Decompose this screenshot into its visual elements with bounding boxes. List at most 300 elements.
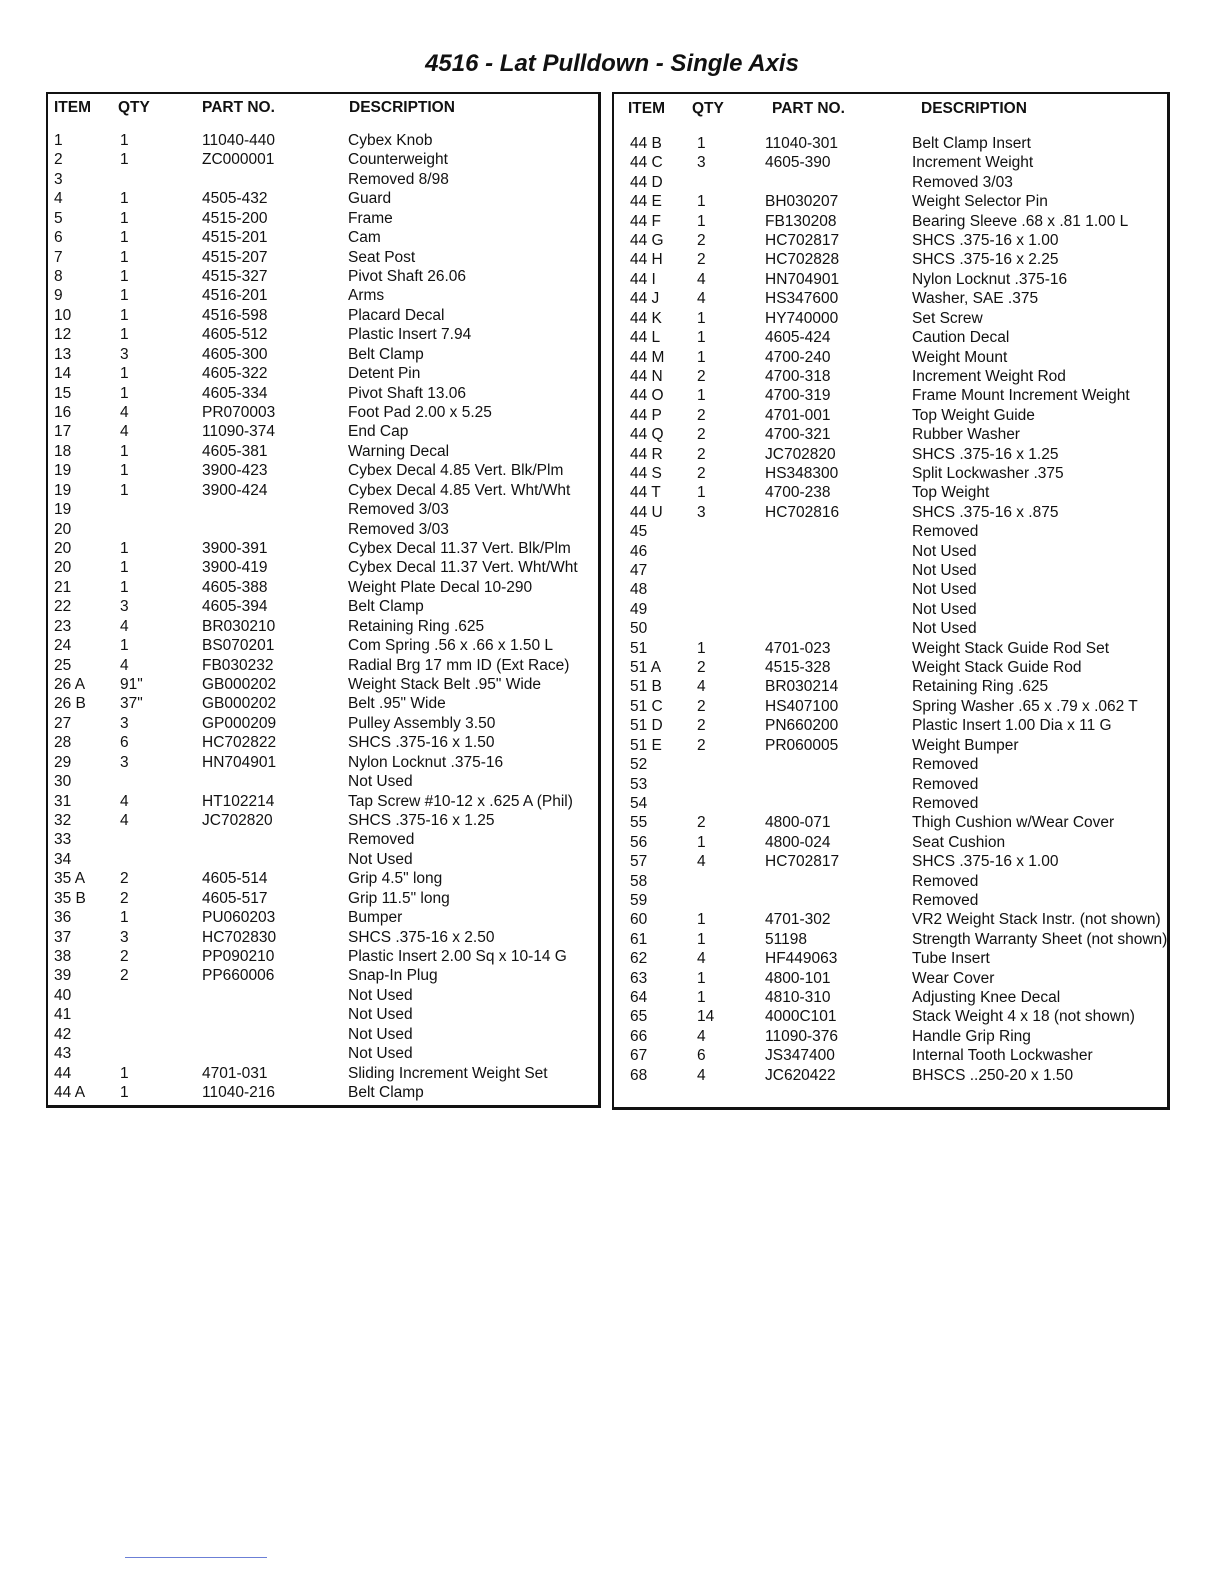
- description: Bumper: [348, 909, 403, 927]
- part-number: HC702817: [765, 232, 840, 250]
- quantity: 6: [120, 734, 129, 752]
- table-row: [614, 852, 1167, 872]
- description: Top Weight: [912, 484, 990, 502]
- part-number: 11040-301: [765, 135, 838, 152]
- table-row: [614, 930, 1167, 950]
- description: Belt Clamp: [348, 345, 424, 363]
- table-row: [614, 231, 1167, 251]
- table-row: [48, 539, 598, 559]
- table-row: [614, 367, 1167, 387]
- description: Pivot Shaft 26.06: [348, 268, 467, 285]
- description: Cybex Decal 11.37 Vert. Wht/Wht: [348, 559, 578, 577]
- item-number: 51 B: [630, 678, 662, 696]
- part-number: ZC000001: [202, 151, 275, 169]
- part-number: 4605-388: [202, 578, 268, 596]
- description: Thigh Cushion w/Wear Cover: [912, 814, 1115, 832]
- item-number: 42: [54, 1025, 72, 1043]
- table-row: [614, 910, 1167, 930]
- header-qty: QTY: [692, 100, 724, 117]
- quantity: 1: [120, 229, 129, 247]
- table-row: [614, 212, 1167, 232]
- description: Retaining Ring .625: [348, 617, 485, 635]
- item-number: 40: [54, 986, 72, 1004]
- part-number: 4810-310: [765, 989, 831, 1007]
- description: Weight Stack Guide Rod: [912, 659, 1082, 677]
- table-row: [48, 869, 598, 889]
- item-number: 7: [54, 248, 63, 266]
- description: Removed: [348, 831, 415, 849]
- table-row: [614, 619, 1167, 639]
- part-number: 4700-238: [765, 484, 831, 502]
- quantity: 2: [120, 889, 129, 907]
- table-row: [48, 675, 598, 695]
- quantity: 4: [697, 270, 706, 288]
- item-number: 61: [630, 930, 648, 948]
- description: Internal Tooth Lockwasher: [912, 1047, 1093, 1065]
- description: Caution Decal: [912, 329, 1010, 347]
- quantity: 2: [120, 967, 129, 985]
- item-number: 62: [630, 950, 648, 968]
- table-row: [48, 248, 598, 268]
- table-row: [614, 561, 1167, 581]
- quantity: 4: [697, 1027, 706, 1045]
- table-row: [614, 872, 1167, 892]
- part-number: 4605-512: [202, 326, 268, 344]
- quantity: 1: [120, 1084, 129, 1102]
- quantity: 2: [697, 814, 706, 832]
- description: Cybex Decal 4.85 Vert. Blk/Plm: [348, 462, 564, 480]
- part-number: FB130208: [765, 212, 837, 230]
- table-row: [48, 442, 598, 462]
- quantity: 1: [120, 559, 129, 577]
- description: Not Used: [348, 850, 413, 868]
- header-qty: QTY: [118, 99, 150, 116]
- part-number: HN704901: [202, 753, 277, 771]
- item-number: 49: [630, 600, 648, 618]
- quantity: 4: [120, 617, 129, 635]
- part-number: 3900-424: [202, 481, 268, 499]
- item-number: 31: [54, 792, 72, 810]
- quantity: 1: [697, 833, 706, 851]
- item-number: 44 O: [630, 387, 664, 405]
- table-row: [48, 966, 598, 986]
- table-row: [48, 325, 598, 345]
- item-number: 44 K: [630, 309, 662, 327]
- part-number: 4605-381: [202, 442, 268, 460]
- description: Plastic Insert 7.94: [348, 326, 472, 344]
- item-number: 51 C: [630, 697, 663, 715]
- parts-table-right: [612, 92, 1170, 1110]
- table-row: [48, 461, 598, 481]
- table-row: [48, 889, 598, 909]
- item-number: 44 J: [630, 290, 660, 308]
- quantity: 1: [120, 190, 129, 208]
- description: Cybex Knob: [348, 132, 433, 149]
- table-row: [614, 348, 1167, 368]
- table-row: [48, 1005, 598, 1025]
- table-row: [48, 617, 598, 637]
- item-number: 35 A: [54, 870, 86, 888]
- description: Detent Pin: [348, 365, 421, 383]
- item-number: 56: [630, 833, 648, 851]
- description: Warning Decal: [348, 442, 450, 460]
- description: Not Used: [912, 620, 977, 638]
- table-header: [48, 98, 598, 118]
- description: Washer, SAE .375: [912, 290, 1039, 308]
- item-number: 13: [54, 345, 72, 363]
- part-number: BS070201: [202, 637, 275, 655]
- table-row: [614, 173, 1167, 193]
- description: Seat Post: [348, 248, 416, 266]
- table-row: [48, 986, 598, 1006]
- description: Rubber Washer: [912, 426, 1020, 444]
- description: Weight Stack Belt .95" Wide: [348, 676, 542, 694]
- part-number: JC702820: [202, 812, 273, 830]
- item-number: 44 P: [630, 406, 662, 424]
- table-row: [48, 422, 598, 442]
- table-row: [614, 289, 1167, 309]
- quantity: 1: [697, 969, 706, 987]
- part-number: 4700-318: [765, 367, 831, 385]
- item-number: 66: [630, 1027, 648, 1045]
- description: VR2 Weight Stack Instr. (not shown): [912, 911, 1161, 929]
- item-number: 30: [54, 773, 72, 791]
- quantity: 1: [120, 909, 129, 927]
- part-number: PU060203: [202, 909, 276, 927]
- part-number: 4605-322: [202, 365, 268, 383]
- table-row: [48, 228, 598, 248]
- description: Removed: [912, 891, 979, 909]
- quantity: 1: [120, 384, 129, 402]
- description: Removed 3/03: [348, 501, 449, 519]
- table-row: [48, 636, 598, 656]
- item-number: 44 H: [630, 251, 663, 269]
- table-row: [614, 1066, 1167, 1086]
- item-number: 17: [54, 423, 72, 441]
- part-number: 4515-200: [202, 209, 268, 227]
- item-number: 23: [54, 617, 72, 635]
- part-number: GB000202: [202, 676, 277, 694]
- table-row: [614, 250, 1167, 270]
- part-number: HF449063: [765, 950, 838, 968]
- quantity: 1: [120, 268, 129, 285]
- description: Split Lockwasher .375: [912, 464, 1064, 482]
- table-row: [614, 988, 1167, 1008]
- table-row: [614, 309, 1167, 329]
- description: Pulley Assembly 3.50: [348, 714, 496, 732]
- table-row: [614, 697, 1167, 717]
- item-number: 60: [630, 911, 648, 929]
- header-description: DESCRIPTION: [349, 99, 455, 116]
- quantity: 1: [120, 540, 129, 558]
- description: Tap Screw #10-12 x .625 A (Phil): [348, 792, 573, 810]
- description: Removed 3/03: [912, 173, 1013, 191]
- item-number: 37: [54, 928, 72, 946]
- part-number: 11040-440: [202, 132, 275, 149]
- quantity: 1: [120, 209, 129, 227]
- description: Weight Selector Pin: [912, 193, 1048, 211]
- quantity: 4: [697, 678, 706, 696]
- item-number: 10: [54, 306, 72, 324]
- part-number: 4515-328: [765, 659, 831, 677]
- table-row: [614, 639, 1167, 659]
- table-row: [48, 345, 598, 365]
- part-number: 11090-374: [202, 423, 275, 441]
- table-row: [48, 131, 598, 151]
- quantity: 14: [697, 1008, 715, 1026]
- quantity: 4: [697, 950, 706, 968]
- description: Spring Washer .65 x .79 x .062 T: [912, 697, 1138, 715]
- part-number: JC702820: [765, 445, 836, 463]
- part-number: PP090210: [202, 948, 275, 966]
- quantity: 3: [120, 714, 129, 732]
- description: Nylon Locknut .375-16: [912, 270, 1068, 288]
- parts-table-left: [46, 92, 601, 1108]
- item-number: 44 L: [630, 329, 661, 347]
- item-number: 22: [54, 598, 72, 616]
- table-row: [614, 328, 1167, 348]
- item-number: 44 Q: [630, 426, 664, 444]
- item-number: 51 A: [630, 659, 662, 677]
- item-number: 4: [54, 190, 63, 208]
- part-number: 4515-207: [202, 248, 268, 266]
- item-number: 8: [54, 268, 63, 285]
- item-number: 44 M: [630, 348, 665, 366]
- description: Weight Plate Decal 10-290: [348, 578, 533, 596]
- item-number: 5: [54, 209, 63, 227]
- description: Removed: [912, 756, 979, 774]
- table-row: [48, 189, 598, 209]
- description: Frame: [348, 209, 393, 227]
- item-number: 68: [630, 1066, 648, 1084]
- part-number: 4700-321: [765, 426, 831, 444]
- item-number: 25: [54, 656, 72, 674]
- description: BHSCS ..250-20 x 1.50: [912, 1066, 1074, 1084]
- table-row: [48, 558, 598, 578]
- part-number: 3900-423: [202, 462, 268, 480]
- description: Removed: [912, 794, 979, 812]
- table-row: [614, 522, 1167, 542]
- part-number: HC702828: [765, 251, 840, 269]
- quantity: 1: [120, 132, 129, 149]
- description: Bearing Sleeve .68 x .81 1.00 L: [912, 212, 1129, 230]
- description: Increment Weight: [912, 154, 1034, 172]
- description: Belt Clamp: [348, 598, 424, 616]
- description: SHCS .375-16 x .875: [912, 503, 1059, 521]
- item-number: 55: [630, 814, 648, 832]
- description: Not Used: [912, 542, 977, 560]
- table-row: [48, 811, 598, 831]
- quantity: 1: [120, 248, 129, 266]
- quantity: 1: [697, 387, 706, 405]
- part-number: 4800-024: [765, 833, 831, 851]
- quantity: 4: [120, 792, 129, 810]
- quantity: 2: [697, 464, 706, 482]
- description: Adjusting Knee Decal: [912, 989, 1061, 1007]
- quantity: 3: [120, 345, 129, 363]
- table-row: [48, 597, 598, 617]
- quantity: 1: [120, 481, 129, 499]
- table-row: [614, 445, 1167, 465]
- item-number: 33: [54, 831, 72, 849]
- description: Tube Insert: [912, 950, 990, 968]
- item-number: 51: [630, 639, 648, 657]
- item-number: 19: [54, 481, 72, 499]
- description: Not Used: [348, 986, 413, 1004]
- description: Belt Clamp: [348, 1084, 424, 1102]
- quantity: 4: [120, 812, 129, 830]
- table-row: [48, 403, 598, 423]
- item-number: 1: [54, 132, 63, 149]
- table-row: [48, 714, 598, 734]
- quantity: 3: [697, 154, 706, 172]
- table-row: [48, 656, 598, 676]
- description: SHCS .375-16 x 1.25: [348, 812, 495, 830]
- table-row: [614, 386, 1167, 406]
- quantity: 2: [697, 445, 706, 463]
- description: Cybex Decal 4.85 Vert. Wht/Wht: [348, 481, 571, 499]
- table-row: [614, 755, 1167, 775]
- part-number: BR030214: [765, 678, 839, 696]
- quantity: 4: [697, 853, 706, 871]
- part-number: GB000202: [202, 695, 277, 713]
- item-number: 50: [630, 620, 648, 638]
- table-row: [48, 733, 598, 753]
- item-number: 20: [54, 559, 72, 577]
- description: SHCS .375-16 x 1.25: [912, 445, 1059, 463]
- quantity: 91": [120, 676, 143, 694]
- item-number: 6: [54, 229, 63, 247]
- table-row: [614, 600, 1167, 620]
- part-number: 4605-334: [202, 384, 268, 402]
- item-number: 51 D: [630, 717, 663, 735]
- item-number: 43: [54, 1045, 72, 1063]
- part-number: 4605-514: [202, 870, 268, 888]
- part-number: 4800-101: [765, 969, 831, 987]
- description: Guard: [348, 190, 392, 208]
- part-number: FB030232: [202, 656, 274, 674]
- description: Arms: [348, 287, 385, 305]
- quantity: 6: [697, 1047, 706, 1065]
- item-number: 64: [630, 989, 648, 1007]
- part-number: BH030207: [765, 193, 839, 211]
- item-number: 41: [54, 1006, 72, 1024]
- quantity: 1: [697, 309, 706, 327]
- item-number: 44 N: [630, 367, 663, 385]
- quantity: 1: [697, 212, 706, 230]
- part-number: 4701-031: [202, 1064, 268, 1082]
- part-number: 4701-001: [765, 406, 831, 424]
- description: Strength Warranty Sheet (not shown): [912, 930, 1168, 948]
- description: Placard Decal: [348, 306, 445, 324]
- part-number: 3900-419: [202, 559, 268, 577]
- quantity: 2: [697, 717, 706, 735]
- part-number: BR030210: [202, 617, 276, 635]
- quantity: 1: [120, 306, 129, 324]
- quantity: 1: [120, 637, 129, 655]
- table-row: [614, 833, 1167, 853]
- table-row: [48, 286, 598, 306]
- item-number: 57: [630, 853, 648, 871]
- description: Removed: [912, 523, 979, 541]
- item-number: 16: [54, 404, 72, 422]
- table-row: [48, 1064, 598, 1084]
- part-number: 4516-598: [202, 306, 268, 324]
- quantity: 1: [697, 911, 706, 929]
- quantity: 2: [697, 426, 706, 444]
- description: Removed: [912, 775, 979, 793]
- part-number: 4700-319: [765, 387, 831, 405]
- table-row: [614, 794, 1167, 814]
- item-number: 21: [54, 578, 72, 596]
- quantity: 2: [120, 870, 129, 888]
- part-number: 4605-424: [765, 329, 831, 347]
- quantity: 3: [697, 503, 706, 521]
- description: Belt Clamp Insert: [912, 135, 1031, 152]
- item-number: 48: [630, 581, 648, 599]
- table-row: [48, 947, 598, 967]
- part-number: HN704901: [765, 270, 840, 288]
- quantity: 1: [697, 930, 706, 948]
- quantity: 2: [697, 251, 706, 269]
- quantity: 3: [120, 598, 129, 616]
- description: Not Used: [912, 600, 977, 618]
- description: Not Used: [348, 1006, 413, 1024]
- quantity: 4: [120, 423, 129, 441]
- item-number: 51 E: [630, 736, 662, 754]
- table-row: [48, 578, 598, 598]
- item-number: 44 D: [630, 173, 663, 191]
- description: Retaining Ring .625: [912, 678, 1049, 696]
- table-row: [614, 1046, 1167, 1066]
- description: Not Used: [912, 581, 977, 599]
- item-number: 20: [54, 540, 72, 558]
- quantity: 1: [697, 135, 706, 152]
- item-number: 32: [54, 812, 72, 830]
- description: Weight Stack Guide Rod Set: [912, 639, 1110, 657]
- header-part-no: PART NO.: [772, 100, 845, 117]
- table-row: [614, 134, 1167, 154]
- quantity: 2: [120, 948, 129, 966]
- quantity: 1: [697, 329, 706, 347]
- table-row: [614, 192, 1167, 212]
- description: Frame Mount Increment Weight: [912, 387, 1130, 405]
- table-row: [48, 306, 598, 326]
- item-number: 20: [54, 520, 72, 538]
- item-number: 54: [630, 794, 648, 812]
- part-number: PR070003: [202, 404, 276, 422]
- item-number: 3: [54, 170, 63, 188]
- quantity: 1: [697, 348, 706, 366]
- description: Wear Cover: [912, 969, 995, 987]
- table-row: [48, 908, 598, 928]
- quantity: 1: [120, 365, 129, 383]
- table-row: [48, 1083, 598, 1103]
- table-row: [48, 694, 598, 714]
- table-row: [614, 891, 1167, 911]
- part-number: PR060005: [765, 736, 839, 754]
- part-number: 4701-023: [765, 639, 831, 657]
- item-number: 44 B: [630, 135, 662, 152]
- description: Not Used: [348, 1025, 413, 1043]
- item-number: 44 E: [630, 193, 662, 211]
- item-number: 44 I: [630, 270, 656, 288]
- description: Seat Cushion: [912, 833, 1006, 851]
- table-row: [614, 406, 1167, 426]
- item-number: 39: [54, 967, 72, 985]
- description: Cybex Decal 11.37 Vert. Blk/Plm: [348, 540, 571, 558]
- quantity: 1: [120, 326, 129, 344]
